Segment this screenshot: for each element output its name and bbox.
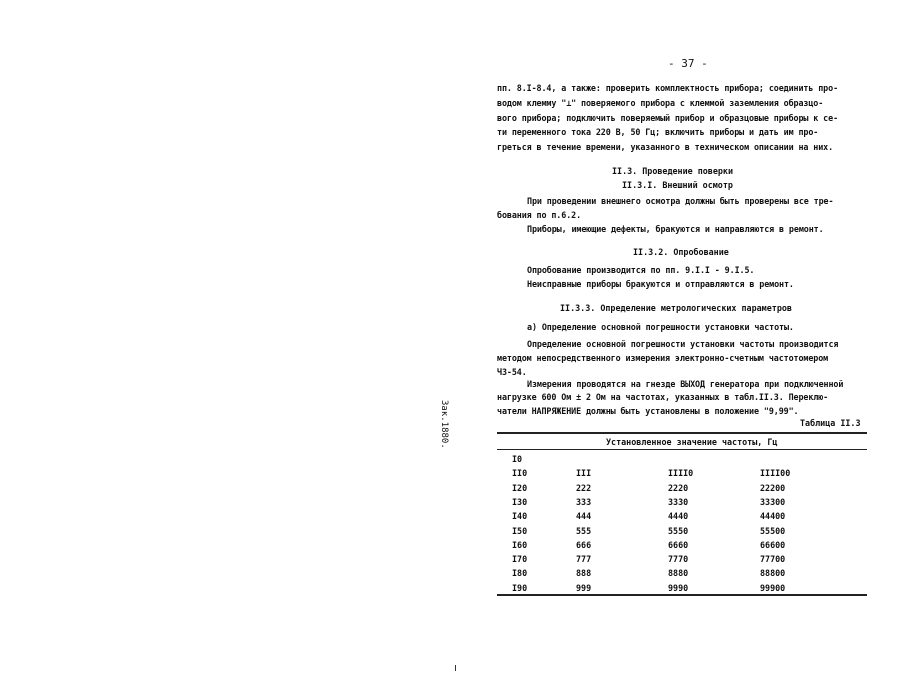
table-cell: I20 [512,482,528,493]
subsection-title: II.3.I. Внешний осмотр [622,180,733,190]
table-cell: 2220 [668,482,689,493]
paragraph-line: Измерения проводятся на гнезде ВЫХОД генератора при подключенной [527,379,844,389]
paragraph-line: методом непосредственного измерения электронно-счетным частотомером [497,353,829,363]
table-cell: 3330 [668,496,689,507]
paragraph-line: а) Определение основной погрешности установки частоты. [527,322,794,332]
paragraph-line: чатели НАПРЯЖЕНИЕ должны быть установлены в положение "9,99". [497,406,799,416]
table-cell: II0 [512,468,528,479]
page-mark [455,665,456,671]
table-cell: 77700 [760,554,786,565]
table-top-rule [497,432,867,434]
table-cell: 5550 [668,525,689,536]
subsection-title: II.3.3. Определение метрологических параметров [560,303,792,313]
table-cell: 55500 [760,525,786,536]
table-cell: 9990 [668,582,689,593]
table-cell: I60 [512,539,528,550]
table-cell: 555 [576,525,592,536]
table-cell: 44400 [760,511,786,522]
table-cell: I50 [512,525,528,536]
paragraph-line: Приборы, имеющие дефекты, бракуются и направляются в ремонт. [527,224,824,234]
paragraph-line: нагрузке 600 Ом ± 2 Ом на частотах, указанных в табл.II.3. Переклю- [497,392,829,402]
margin-note: Зак.1880. [439,400,449,449]
paragraph-line: Неисправные приборы бракуются и отправляются в ремонт. [527,279,794,289]
table-cell: 777 [576,554,592,565]
paragraph-line: Определение основной погрешности установки частоты производится [527,339,839,349]
intro-line: греться в течение времени, указанного в техническом описании на них. [497,142,834,152]
subsection-title: II.3.2. Опробование [633,247,729,257]
table-cell: 888 [576,568,592,579]
table-cell: 88800 [760,568,786,579]
table-cell: I90 [512,582,528,593]
table-cell: 222 [576,482,592,493]
paragraph-line: бования по п.6.2. [497,210,582,220]
table-bottom-rule [497,594,867,596]
table-cell: 99900 [760,582,786,593]
intro-line: вого прибора; подключить поверяемый прибор и образцовые приборы к се- [497,113,839,123]
table-cell: III [576,468,592,479]
table-cell: 8880 [668,568,689,579]
table-cell: I80 [512,568,528,579]
table-cell: 4440 [668,511,689,522]
table-cell: 444 [576,511,592,522]
table-cell: 22200 [760,482,786,493]
table-cell: 66600 [760,539,786,550]
table-cell: I30 [512,496,528,507]
table-cell: 333 [576,496,592,507]
table-cell: 999 [576,582,592,593]
table-cell: 666 [576,539,592,550]
table-header-rule [497,449,867,450]
page-number: - 37 - [668,57,708,70]
table-cell: I0 [512,454,523,464]
table-cell: 6660 [668,539,689,550]
table-cell: 33300 [760,496,786,507]
table-cell: IIII00 [760,468,791,479]
paragraph-line: При проведении внешнего осмотра должны быть проверены все тре- [527,196,834,206]
intro-line: пп. 8.I-8.4, а также: проверить комплектность прибора; соединить про- [497,83,839,93]
table-header: Установленное значение частоты, Гц [606,437,778,447]
table-cell: I70 [512,554,528,565]
table-cell: I40 [512,511,528,522]
section-title: II.3. Проведение поверки [612,166,734,176]
intro-line: ти переменного тока 220 В, 50 Гц; включить приборы и дать им про- [497,127,819,137]
table-caption: Таблица II.3 [800,418,861,428]
intro-line: водом клемму "⊥" поверяемого прибора с клеммой заземления образцо- [497,98,824,108]
table-cell: IIII0 [668,468,694,479]
paragraph-line: Опробование производится по пп. 9.I.I - 9.I.5. [527,265,755,275]
table-cell: 7770 [668,554,689,565]
paragraph-line: Ч3-54. [497,367,527,377]
